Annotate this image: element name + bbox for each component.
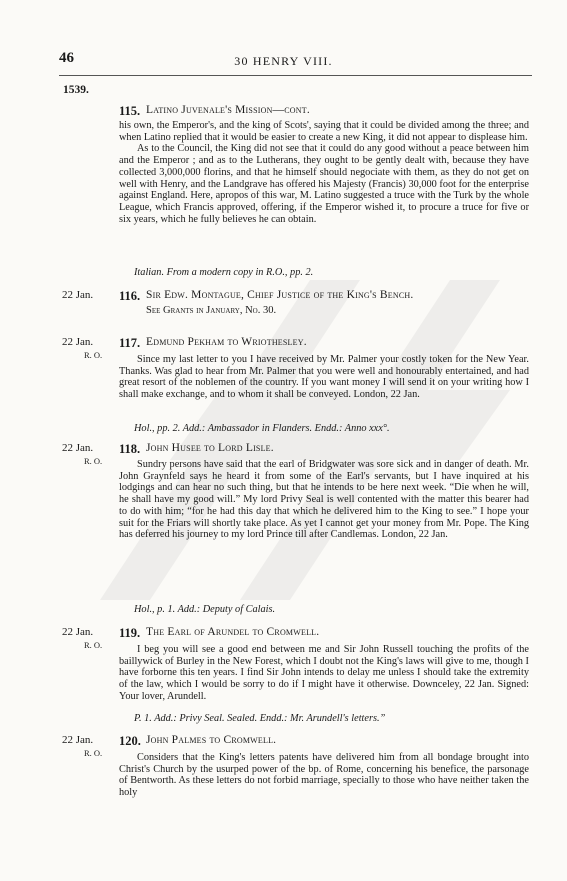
entry-source: R. O. [84,456,103,466]
entry-heading: Edmund Pekham to Wriothesley. [146,336,307,348]
entry-paragraph: I beg you will see a good end between me and Sir John Russell touching the profits of the baillywick of Burley in the New Forest, which I doubt not the King's laws will give to me, though I have forborne this ten years. I find Sir John intends to delay me unless I should take the extremity of the law, which I would be sorry to do if I might have it otherwise. Downceley, 22 Jan. Signed: Your lover, Arundell. [119,644,529,702]
entry-heading: Sir Edw. Montague, Chief Justice of the King's Bench. [146,289,414,301]
entry-number: 115. [119,104,141,118]
entry-footer: Hol., p. 1. Add.: Deputy of Calais. [134,604,276,615]
entry-paragraph: As to the Council, the King did not see that it could do any good without a peace between him and the Emperor ; and as to the Lutherans, they ought to be gently dealt with, because they have collected 3,000,000 florins, and that he himself should negociate with them, as they do not get on well with Henry, and the Landgrave has offered his Majesty (Francis) 30,000 foot for the enterprise against England. Here, apropos of this war, M. Latino suggested a truce with the Turk by the whole League, which Francis approved, offering, if the Emperor wished it, to procure a truce for five or six years, which he fully believes he can obtain. [119,143,529,225]
entry-paragraph: Sundry persons have said that the earl of Bridgwater was sore sick and in danger of death. Mr. John Graynfeld says he heard it from some of the Earl's servants, but I have inquired at his lodgings and can hear no such thing, but that he intends to be here next week. “Die when he will, he shall have my good will.” My lord Privy Seal is well contented with the matter this bearer had to do with him; “for he had this day that which he delivered him to the King to see.” I hope your suit for the Friars will shortly take place. As yet I cannot get your money from Mr. Pope. The King has deferred his journey to my lord Prince till after Candlemas. London, 22 Jan. [119,459,529,541]
entry-heading: The Earl of Arundel to Cromwell. [146,626,320,638]
entry-date: 22 Jan. [62,289,94,301]
entry-body [119,354,529,401]
entry-body [119,644,529,703]
entry-date: 22 Jan. [62,734,94,746]
entry-heading: John Palmes to Cromwell. [146,734,277,746]
entry-footer: Italian. From a modern copy in R.O., pp. 2. [134,267,314,278]
year-label: 1539. [63,84,89,96]
entry-source: R. O. [84,748,103,758]
entry-heading: John Husee to Lord Lisle. [146,442,274,454]
see-reference: See Grants in January, No. 30. [146,305,277,316]
watermark-stamp [60,260,540,620]
running-title: 30 HENRY VIII. [234,54,333,68]
entry-paragraph: Considers that the King's letters patents have delivered him from all bondage brought into Christ's Church by the usurped power of the bp. of Rome, concerning his benefice, the parsonage of Bentworth. As these letters do not forbid marriage, specially to those who have neither taken the holy [119,752,529,799]
header-rule [59,75,532,76]
entry-number: 120. [119,734,141,748]
page-number: 46 [59,50,74,66]
entry-number: 119. [119,626,141,640]
entry-date: 22 Jan. [62,626,94,638]
entry-paragraph: his own, the Emperor's, and the king of Scots', saying that it could be divided among the three; and when Latino replied that it would be easier to create a new King, it did not appear to displease him. [119,120,529,143]
entry-footer: P. 1. Add.: Privy Seal. Sealed. Endd.: Mr. Arundell's letters.” [134,713,386,724]
entry-body [119,752,529,799]
entry-date: 22 Jan. [62,442,94,454]
entry-body [119,459,529,541]
entry-heading: Latino Juvenale's Mission—cont. [146,104,310,116]
entry-body [119,120,529,225]
entry-date: 22 Jan. [62,336,94,348]
entry-source: R. O. [84,350,103,360]
entry-number: 118. [119,442,141,456]
entry-source: R. O. [84,640,103,650]
entry-paragraph: Since my last letter to you I have received by Mr. Palmer your costly token for the New Year. Thanks. Was glad to hear from Mr. Palmer that you were well and honourably entertained, and had great resort of the noblemen of the country. If you want money I will send it on your writing how I shall make exchange, and to whom it shall be conveyed. London, 22 Jan. [119,354,529,401]
entry-number: 117. [119,336,141,350]
entry-footer: Hol., pp. 2. Add.: Ambassador in Flanders. Endd.: Anno xxx°. [134,423,390,434]
entry-number: 116. [119,289,141,303]
